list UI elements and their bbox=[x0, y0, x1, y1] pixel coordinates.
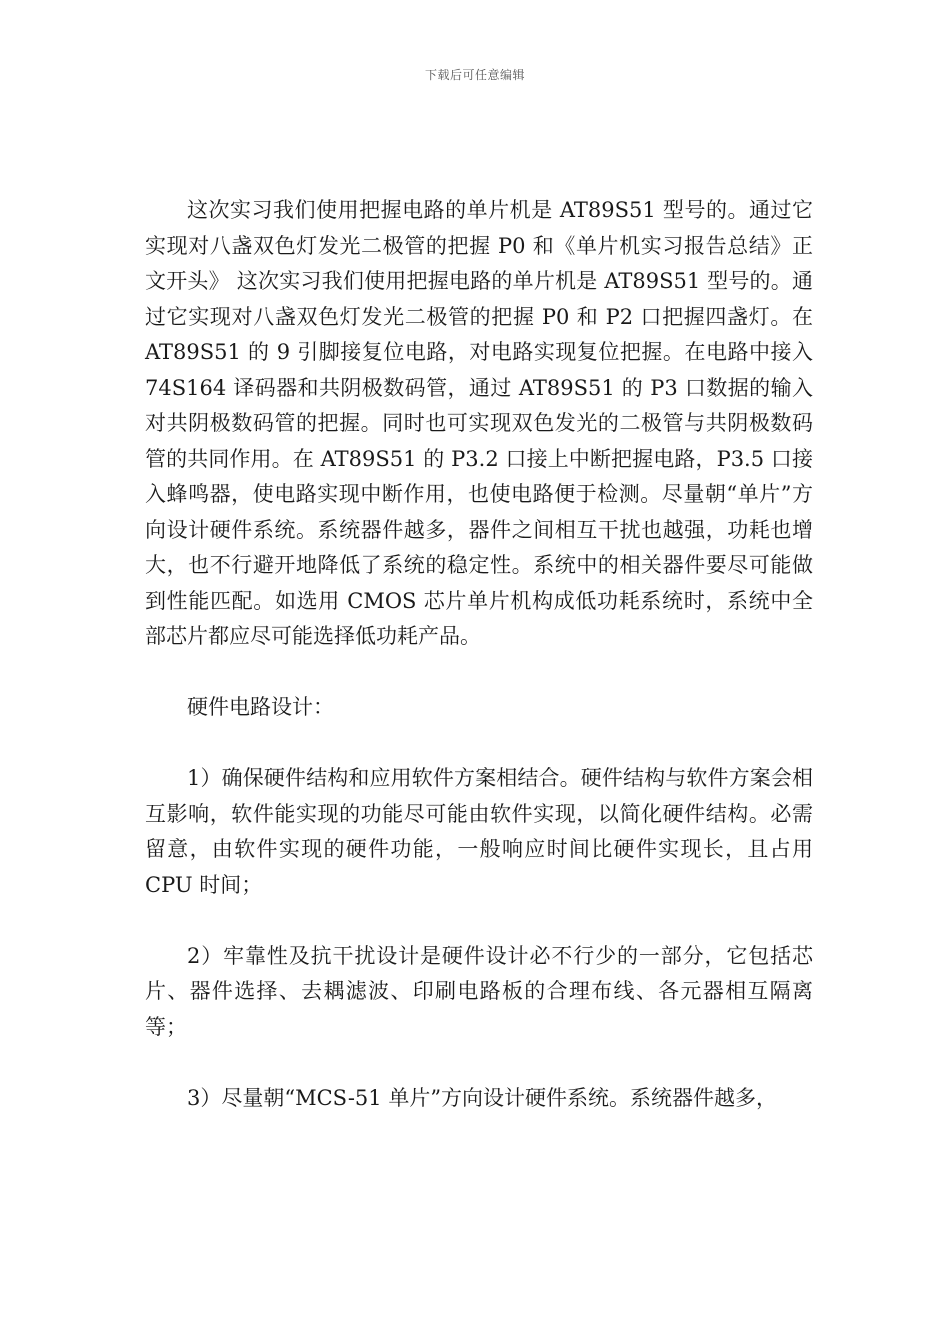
document-body bbox=[145, 193, 813, 1152]
paragraph-item-1: 1）确保硬件结构和应用软件方案相结合。硬件结构与软件方案会相互影响，软件能实现的功能尽可能由软件实现，以简化硬件结构。必需留意，由软件实现的硬件功能，一般响应时间比硬件实现长，且占用 CPU 时间； bbox=[145, 766, 813, 897]
header-note: 下载后可任意编辑 bbox=[424, 68, 525, 82]
paragraph-item-2: 2）牢靠性及抗干扰设计是硬件设计必不行少的一部分，它包括芯片、器件选择、去耦滤波、印刷电路板的合理布线、各元器相互隔离等； bbox=[145, 943, 813, 1039]
paragraph-intro: 这次实习我们使用把握电路的单片机是 AT89S51 型号的。通过它实现对八盏双色灯发光二极管的把握 P0 和《单片机实习报告总结》正文开头》 这次实习我们使用把握电路的单片机是 AT89S51 型号的。通过它实现对八盏双色灯发光二极管的把握 P0 和 P2 口把握四盏灯。在 AT89S51 的 9 引脚接复位电路，对电路实现复位把握。在电路中接入 74S164 译码器和共阴极数码管，通过 AT89S51 的 P3 口数据的输入对共阴极数码管的把握。同时也可实现双色发光的二极管与共阴极数码管的共同作用。在 AT89S51 的 P3.2 口接上中断把握电路，P3.5 口接入蜂鸣器，使电路实现中断作用，也使电路便于检测。尽量朝“单片”方向设计硬件系统。系统器件越多，器件之间相互干扰也越强，功耗也增大，也不行避开地降低了系统的稳定性。系统中的相关器件要尽可能做到性能匹配。如选用 CMOS 芯片单片机构成低功耗系统时，系统中全部芯片都应尽可能选择低功耗产品。 bbox=[145, 198, 813, 648]
paragraph-item-3: 3）尽量朝“MCS-51 单片”方向设计硬件系统。系统器件越多， bbox=[187, 1085, 778, 1110]
section-heading-hardware-design: 硬件电路设计： bbox=[187, 695, 334, 719]
